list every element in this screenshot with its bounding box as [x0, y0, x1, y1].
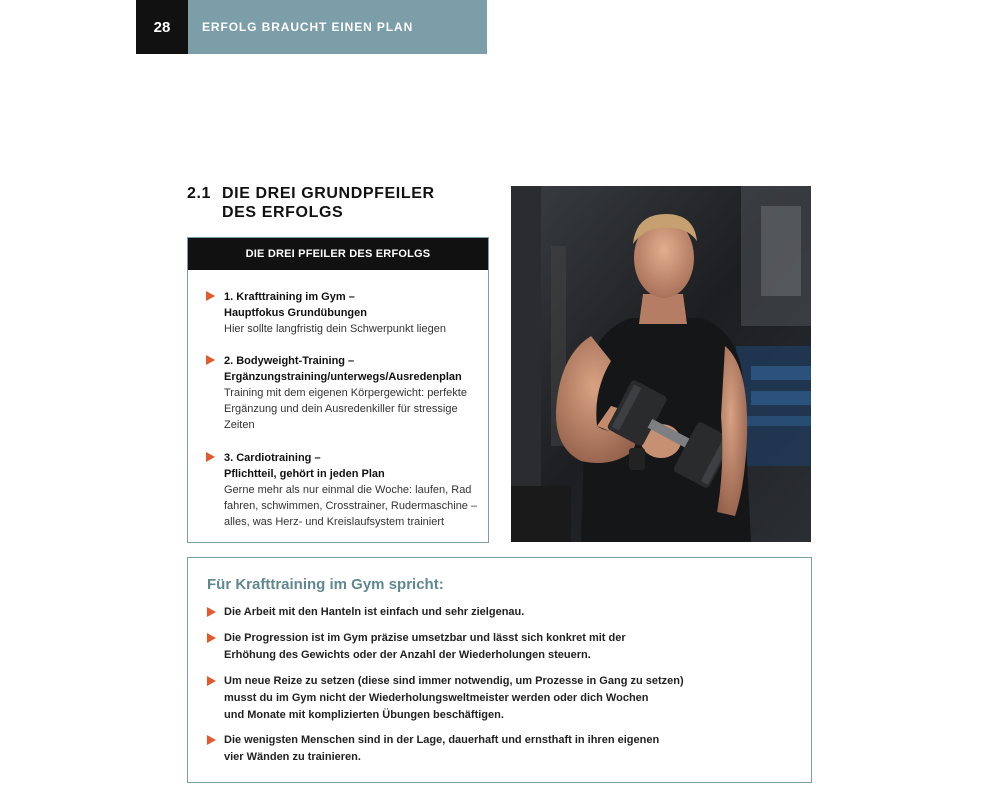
reason-text: Die Progression ist im Gym präzise umsetzbar und lässt sich konkret mit der Erhöhung des Gewichts oder der Anzahl der Wiederholungen steuern. [224, 632, 626, 661]
pillar-item [206, 353, 478, 433]
pillar-subheading: Hauptfokus Grundübungen [224, 307, 367, 319]
section-number: 2.1 [187, 185, 212, 202]
bullet-arrow-icon [207, 607, 216, 617]
reasons-box-title: Für Krafttraining im Gym spricht: [207, 576, 444, 593]
pillar-subheading: Pflichtteil, gehört in jeden Plan [224, 468, 385, 480]
pillars-box-title: DIE DREI PFEILER DES ERFOLGS [188, 238, 488, 270]
section-title-line2: DES ERFOLGS [222, 204, 344, 221]
chapter-title: ERFOLG BRAUCHT EINEN PLAN [188, 0, 487, 54]
man-curling-dumbbell-photo [511, 186, 811, 542]
bullet-arrow-icon [206, 355, 215, 365]
pillar-subheading: Ergänzungstraining/unterwegs/Ausredenplan [224, 371, 462, 383]
pillar-description: Training mit dem eigenen Körpergewicht: perfekte Ergänzung und dein Ausredenkiller für stressige Zeiten [224, 387, 467, 431]
pillars-box [187, 237, 489, 543]
reason-item [207, 673, 799, 724]
pillar-description: Hier sollte langfristig dein Schwerpunkt liegen [224, 323, 446, 335]
reasons-box [187, 557, 812, 783]
bullet-arrow-icon [206, 452, 215, 462]
reason-item [207, 630, 799, 664]
pillar-heading: 3. Cardiotraining – [224, 452, 321, 464]
reason-text: Um neue Reize zu setzen (diese sind immer notwendig, um Prozesse in Gang zu setzen) musst du im Gym nicht der Wiederholungsweltmeister werden oder dich Wochen und Monate mit komplizierten Übungen beschäftigen. [224, 675, 684, 721]
page-number: 28 [136, 0, 188, 54]
bullet-arrow-icon [207, 735, 216, 745]
reason-item [207, 732, 799, 766]
running-header [136, 0, 487, 54]
pillar-description: Gerne mehr als nur einmal die Woche: laufen, Rad fahren, schwimmen, Crosstrainer, Rudermaschine – alles, was Herz- und Kreislaufsystem trainiert [224, 484, 478, 528]
reason-text: Die wenigsten Menschen sind in der Lage, dauerhaft und ernsthaft in ihren eigenen vier Wänden zu trainieren. [224, 734, 660, 763]
reason-item [207, 604, 799, 621]
section-heading [187, 184, 435, 222]
pillar-item [206, 289, 478, 337]
bullet-arrow-icon [207, 676, 216, 686]
bullet-arrow-icon [207, 633, 216, 643]
bullet-arrow-icon [206, 291, 215, 301]
pillar-heading: 1. Krafttraining im Gym – [224, 291, 355, 303]
reason-text: Die Arbeit mit den Hanteln ist einfach und sehr zielgenau. [224, 606, 525, 618]
section-title-line1: DIE DREI GRUNDPFEILER [222, 185, 435, 202]
pillar-heading: 2. Bodyweight-Training – [224, 355, 355, 367]
pillar-item [206, 450, 478, 530]
